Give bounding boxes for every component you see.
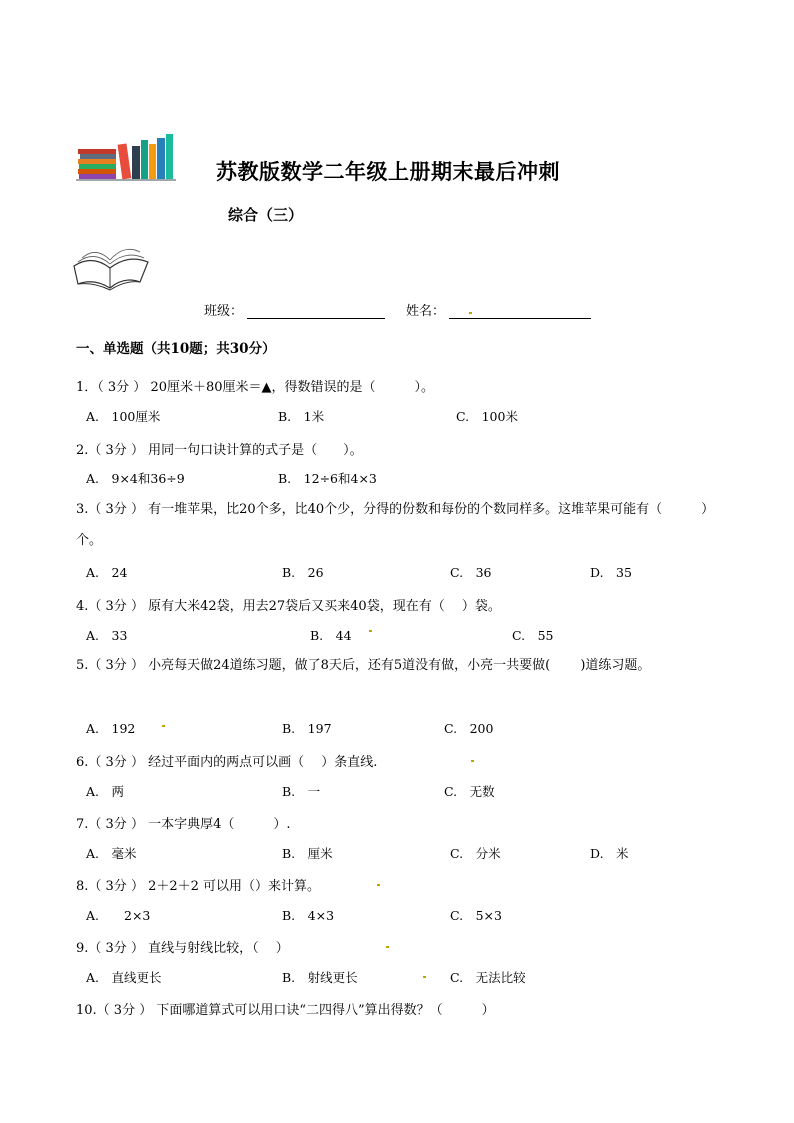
option-b[interactable]: B. 44 (310, 628, 352, 643)
option-c[interactable]: C. 无数 (444, 784, 495, 799)
question-6-options (86, 782, 726, 800)
question-10: 10.（ 3分 ） 下面哪道算式可以用口诀“二四得八”算出得数？（ ） (76, 1003, 495, 1018)
class-label: 班级： (204, 304, 244, 319)
question-9: 9.（ 3分 ） 直线与射线比较，（ ） (76, 941, 289, 956)
option-b[interactable]: B. 12÷6和4×3 (278, 471, 377, 486)
page-subtitle: 综合（三） (228, 206, 304, 224)
option-b[interactable]: B. 197 (282, 721, 332, 736)
stray-mark (369, 630, 372, 632)
question-1-options (86, 407, 726, 425)
class-field[interactable] (204, 300, 385, 319)
option-b[interactable]: B. 4×3 (282, 908, 335, 923)
option-b[interactable]: B. 1米 (278, 409, 325, 424)
stray-mark (423, 976, 426, 978)
option-a[interactable]: A. 192 (86, 721, 136, 736)
question-9-options (86, 968, 726, 986)
option-a[interactable]: A. 毫米 (86, 846, 137, 861)
question-4: 4.（ 3分 ） 原有大米42袋，用去27袋后又买来40袋，现在有（ ）袋。 (76, 599, 501, 614)
question-8-options (86, 906, 726, 924)
option-a[interactable]: A. 100厘米 (86, 409, 161, 424)
option-b[interactable]: B. 26 (282, 565, 324, 580)
name-label: 姓名： (406, 304, 446, 319)
option-c[interactable]: C. 分米 (450, 846, 501, 861)
section-title: 一、单选题（共10题；共30分） (76, 341, 276, 357)
class-blank[interactable] (247, 304, 385, 319)
option-c[interactable]: C. 无法比较 (450, 970, 526, 985)
option-d[interactable]: D. 35 (590, 565, 632, 580)
option-c[interactable]: C. 200 (444, 721, 494, 736)
option-a[interactable]: A. 9×4和36÷9 (86, 471, 185, 486)
option-b[interactable]: B. 厘米 (282, 846, 333, 861)
question-3-options (86, 563, 726, 581)
stray-mark (162, 725, 165, 727)
option-a[interactable]: A. 24 (86, 565, 128, 580)
option-c[interactable]: C. 5×3 (450, 908, 502, 923)
name-field[interactable] (406, 300, 591, 319)
option-b[interactable]: B. 射线更长 (282, 970, 358, 985)
question-7: 7.（ 3分 ） 一本字典厚4（ ）. (76, 817, 291, 832)
option-c[interactable]: C. 100米 (456, 409, 518, 424)
question-7-options (86, 844, 726, 862)
option-c[interactable]: C. 36 (450, 565, 492, 580)
stray-mark (386, 946, 389, 948)
option-a[interactable]: A. 两 (86, 784, 125, 799)
question-8: 8.（ 3分 ） 2＋2＋2 可以用（）来计算。 (76, 879, 321, 894)
stray-mark (377, 884, 380, 886)
question-2-options (86, 469, 726, 487)
stray-mark (471, 760, 474, 762)
question-5: 5.（ 3分 ） 小亮每天做24道练习题，做了8天后，还有5道没有做，小亮一共要做( )道练习题。 (76, 658, 651, 673)
option-c[interactable]: C. 55 (512, 628, 554, 643)
books-illustration (76, 132, 176, 182)
option-b[interactable]: B. 一 (282, 784, 321, 799)
question-4-options (86, 626, 726, 644)
question-5-options (86, 719, 726, 737)
option-a[interactable]: A. 2×3 (86, 908, 151, 923)
question-3: 3.（ 3分 ） 有一堆苹果，比20个多，比40个少，分得的份数和每份的个数同样多。这堆苹果可能有（ ）个。 (76, 502, 715, 548)
question-6: 6.（ 3分 ） 经过平面内的两点可以画（ ）条直线. (76, 755, 378, 770)
question-1: 1．（ 3分 ） 20厘米＋80厘米＝▲，得数错误的是（ ）。 (76, 380, 435, 395)
stray-mark (469, 312, 472, 314)
page-title: 苏教版数学二年级上册期末最后冲刺 (216, 159, 560, 184)
option-a[interactable]: A. 33 (86, 628, 128, 643)
option-a[interactable]: A. 直线更长 (86, 970, 162, 985)
option-d[interactable]: D. 米 (590, 846, 629, 861)
question-2: 2.（ 3分 ） 用同一句口诀计算的式子是（ ）。 (76, 443, 363, 458)
open-book-illustration (70, 232, 152, 292)
